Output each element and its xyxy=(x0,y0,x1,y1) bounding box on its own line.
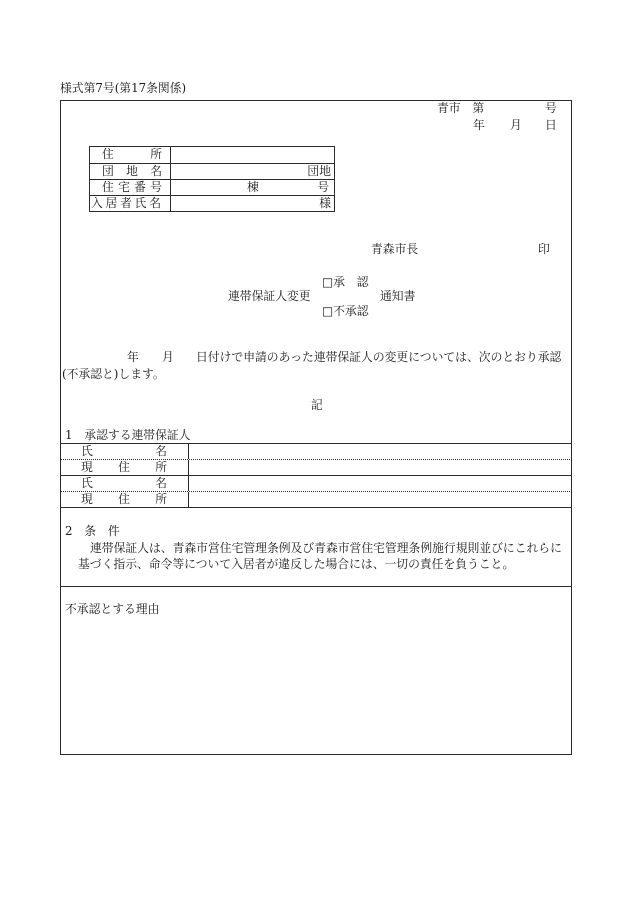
label-char: 氏 xyxy=(134,196,147,210)
address-label-cell xyxy=(90,147,171,163)
address-label xyxy=(102,147,162,162)
guarantor-name-label xyxy=(81,444,167,459)
table-row xyxy=(60,444,572,460)
tenant-honorific: 様 xyxy=(319,196,331,210)
header-date-year: 年 xyxy=(473,118,485,132)
label-char: 地 xyxy=(126,164,138,178)
label-char: 名 xyxy=(150,164,162,178)
label-char: 所 xyxy=(150,147,162,161)
tenant-label-cell xyxy=(90,196,171,211)
label-char: 所 xyxy=(155,460,167,474)
label-char xyxy=(138,164,150,179)
form-number: 様式第7号(第17条関係) xyxy=(60,81,187,95)
unit-label-cell xyxy=(90,180,171,195)
label-char xyxy=(130,444,142,459)
label-char xyxy=(130,476,142,491)
notice-title-prefix: 連帯保証人変更 xyxy=(228,289,311,303)
complex-label-cell xyxy=(90,164,171,179)
guarantor-address-label-cell xyxy=(60,460,189,475)
label-char: 名 xyxy=(155,476,167,490)
label-char: 者 xyxy=(120,196,132,210)
table-row xyxy=(60,460,572,476)
guarantor-name-label xyxy=(81,476,167,491)
label-char: 名 xyxy=(149,196,161,210)
guarantor-address-label xyxy=(81,460,167,475)
label-char xyxy=(106,444,118,459)
body-date-month: 月 xyxy=(162,350,174,364)
label-char xyxy=(114,164,126,179)
label-char xyxy=(106,476,118,491)
address-value-cell xyxy=(171,147,334,163)
section-divider xyxy=(60,586,572,587)
label-char: 住 xyxy=(102,180,114,194)
table-row xyxy=(60,492,572,508)
guarantor-table xyxy=(60,443,572,508)
complex-value-cell xyxy=(171,164,334,179)
recipient-row-address xyxy=(90,147,334,163)
unit-label xyxy=(102,180,162,195)
header-date-month: 月 xyxy=(510,118,522,132)
document-number-prefix: 青市 第 xyxy=(437,101,485,115)
label-char xyxy=(100,460,112,475)
guarantor-section-heading: 1 承認する連帯保証人 xyxy=(65,428,191,442)
label-char: 住 xyxy=(118,460,130,474)
document-number-suffix: 号 xyxy=(545,101,557,115)
guarantor-name-value-cell xyxy=(189,476,572,491)
tenant-value-cell xyxy=(171,196,334,211)
unit-building-suffix: 棟 xyxy=(247,180,259,194)
label-char: 現 xyxy=(81,460,93,474)
header-date-day: 日 xyxy=(545,118,557,132)
guarantor-name-label-cell xyxy=(60,476,189,491)
label-char: 団 xyxy=(102,164,114,178)
label-char xyxy=(137,492,149,507)
ki-label: 記 xyxy=(311,398,323,412)
label-char: 番 xyxy=(134,180,146,194)
conditions-line-1: 連帯保証人は、青森市営住宅管理条例及び青森市営住宅管理条例施行規則並びにこれらに xyxy=(90,541,562,555)
label-char: 氏 xyxy=(81,444,93,458)
seal-mark: 印 xyxy=(538,242,550,256)
option-reject: □不承認 xyxy=(322,304,369,318)
issuer-title: 青森市長 xyxy=(371,242,419,256)
guarantor-name-value-cell xyxy=(189,444,572,459)
recipient-table xyxy=(89,146,335,212)
label-char: 名 xyxy=(155,444,167,458)
option-approve: □承 認 xyxy=(322,275,369,289)
guarantor-address-label xyxy=(81,492,167,507)
label-char xyxy=(137,460,149,475)
label-char: 入 xyxy=(91,196,103,210)
label-char: 住 xyxy=(118,492,130,506)
conditions-section-heading: 2 条 件 xyxy=(65,524,120,538)
body-line-2: (不承認と)します。 xyxy=(62,367,165,381)
body-date-year: 年 xyxy=(127,350,139,364)
rejection-reason-label: 不承認とする理由 xyxy=(65,602,160,616)
label-char xyxy=(134,147,146,162)
complex-suffix: 団地 xyxy=(307,164,331,178)
tenant-label xyxy=(91,196,161,211)
conditions-line-2: 基づく指示、命令等について入居者が違反した場合には、一切の責任を負うこと。 xyxy=(78,557,515,571)
label-char: 氏 xyxy=(81,476,93,490)
unit-number-suffix: 号 xyxy=(317,180,329,194)
notice-title-suffix: 通知書 xyxy=(380,289,416,303)
recipient-row-complex xyxy=(90,163,334,179)
complex-label xyxy=(102,164,162,179)
recipient-row-tenant xyxy=(90,195,334,211)
guarantor-address-label-cell xyxy=(60,492,189,507)
label-char: 所 xyxy=(155,492,167,506)
label-char: 居 xyxy=(105,196,118,210)
guarantor-name-label-cell xyxy=(60,444,189,459)
label-char: 宅 xyxy=(118,180,130,194)
label-char xyxy=(100,492,112,507)
label-char: 現 xyxy=(81,492,93,506)
label-char: 住 xyxy=(102,147,114,161)
guarantor-address-value-cell xyxy=(189,492,572,507)
body-line-1: 日付けで申請のあった連帯保証人の変更については、次のとおり承認 xyxy=(196,350,562,364)
table-row xyxy=(60,476,572,492)
label-char: 号 xyxy=(150,180,162,194)
unit-value-cell xyxy=(171,180,334,195)
guarantor-address-value-cell xyxy=(189,460,572,475)
label-char xyxy=(118,147,130,162)
recipient-row-unit xyxy=(90,179,334,195)
